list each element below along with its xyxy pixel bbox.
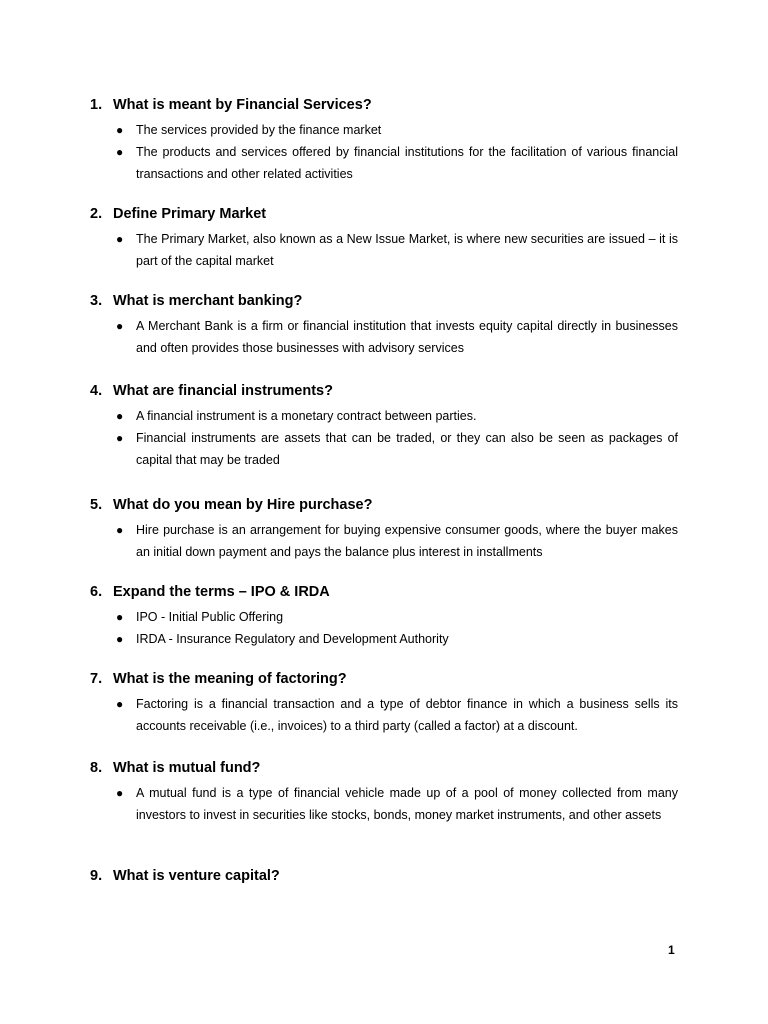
question-number: 2. xyxy=(90,206,103,222)
answer-item xyxy=(90,315,678,359)
answer-list xyxy=(90,693,690,737)
question-number: 8. xyxy=(90,760,103,776)
bullet-icon: ● xyxy=(116,523,124,537)
bullet-icon: ● xyxy=(116,632,124,646)
answer-text: The products and services offered by financial institutions for the facilitation of various financial transactions and other related activities xyxy=(136,145,678,181)
question-7 xyxy=(90,670,690,737)
answer-list xyxy=(90,519,690,563)
bullet-icon: ● xyxy=(116,145,124,159)
answer-item xyxy=(90,119,678,141)
question-number: 9. xyxy=(90,868,103,884)
question-title: Expand the terms – IPO & IRDA xyxy=(113,584,330,600)
question-title: What is the meaning of factoring? xyxy=(113,671,347,687)
answer-text: IPO - Initial Public Offering xyxy=(136,610,284,624)
answer-list xyxy=(90,119,690,185)
answer-text: The services provided by the finance market xyxy=(136,123,382,137)
question-heading xyxy=(90,759,690,777)
answer-item xyxy=(90,693,678,737)
answer-text: A Merchant Bank is a firm or financial institution that invests equity capital directly in businesses and often provides those businesses with advisory services xyxy=(136,319,678,355)
question-title: What is meant by Financial Services? xyxy=(113,97,372,113)
answer-item xyxy=(90,628,678,650)
question-title: What is merchant banking? xyxy=(113,293,303,309)
answer-text: IRDA - Insurance Regulatory and Development Authority xyxy=(136,632,449,646)
question-heading xyxy=(90,96,690,114)
answer-text: The Primary Market, also known as a New Issue Market, is where new securities are issued – it is part of the capital market xyxy=(136,232,678,268)
bullet-icon: ● xyxy=(116,610,124,624)
page-number: 1 xyxy=(668,943,675,957)
question-heading xyxy=(90,205,690,223)
question-heading xyxy=(90,670,690,688)
question-5 xyxy=(90,496,690,563)
bullet-icon: ● xyxy=(116,431,124,445)
answer-item xyxy=(90,405,678,427)
question-title: What do you mean by Hire purchase? xyxy=(113,497,373,513)
answer-text: A mutual fund is a type of financial vehicle made up of a pool of money collected from many investors to invest in securities like stocks, bonds, money market instruments, and other assets xyxy=(136,786,678,822)
answer-text: A financial instrument is a monetary contract between parties. xyxy=(136,409,477,423)
answer-item xyxy=(90,519,678,563)
question-2 xyxy=(90,205,690,272)
answer-list xyxy=(90,606,690,650)
answer-text: Hire purchase is an arrangement for buying expensive consumer goods, where the buyer makes an initial down payment and pays the balance plus interest in installments xyxy=(136,523,678,559)
question-number: 5. xyxy=(90,497,103,513)
question-1 xyxy=(90,96,690,185)
answer-item xyxy=(90,427,678,471)
question-heading xyxy=(90,496,690,514)
question-heading xyxy=(90,867,690,885)
question-number: 7. xyxy=(90,671,103,687)
question-title: What is mutual fund? xyxy=(113,760,261,776)
question-number: 4. xyxy=(90,383,103,399)
answer-text: Financial instruments are assets that can be traded, or they can also be seen as packages of capital that may be traded xyxy=(136,431,678,467)
question-3 xyxy=(90,292,690,359)
question-8 xyxy=(90,759,690,826)
answer-list xyxy=(90,405,690,471)
question-heading xyxy=(90,292,690,310)
answer-item xyxy=(90,606,678,628)
question-9 xyxy=(90,867,690,885)
bullet-icon: ● xyxy=(116,409,124,423)
answer-list xyxy=(90,315,690,359)
question-heading xyxy=(90,583,690,601)
question-4 xyxy=(90,382,690,471)
bullet-icon: ● xyxy=(116,319,124,333)
answer-item xyxy=(90,228,678,272)
question-6 xyxy=(90,583,690,650)
question-title: What are financial instruments? xyxy=(113,383,333,399)
question-heading xyxy=(90,382,690,400)
question-title: What is venture capital? xyxy=(113,868,280,884)
answer-list xyxy=(90,228,690,272)
answer-item xyxy=(90,141,678,185)
bullet-icon: ● xyxy=(116,123,124,137)
bullet-icon: ● xyxy=(116,697,124,711)
question-number: 1. xyxy=(90,97,103,113)
question-number: 3. xyxy=(90,293,103,309)
answer-list xyxy=(90,782,690,826)
question-number: 6. xyxy=(90,584,103,600)
answer-text: Factoring is a financial transaction and a type of debtor finance in which a business sells its accounts receivable (i.e., invoices) to a third party (called a factor) at a discount. xyxy=(136,697,678,733)
question-title: Define Primary Market xyxy=(113,206,267,222)
answer-item xyxy=(90,782,678,826)
bullet-icon: ● xyxy=(116,786,124,800)
bullet-icon: ● xyxy=(116,232,124,246)
